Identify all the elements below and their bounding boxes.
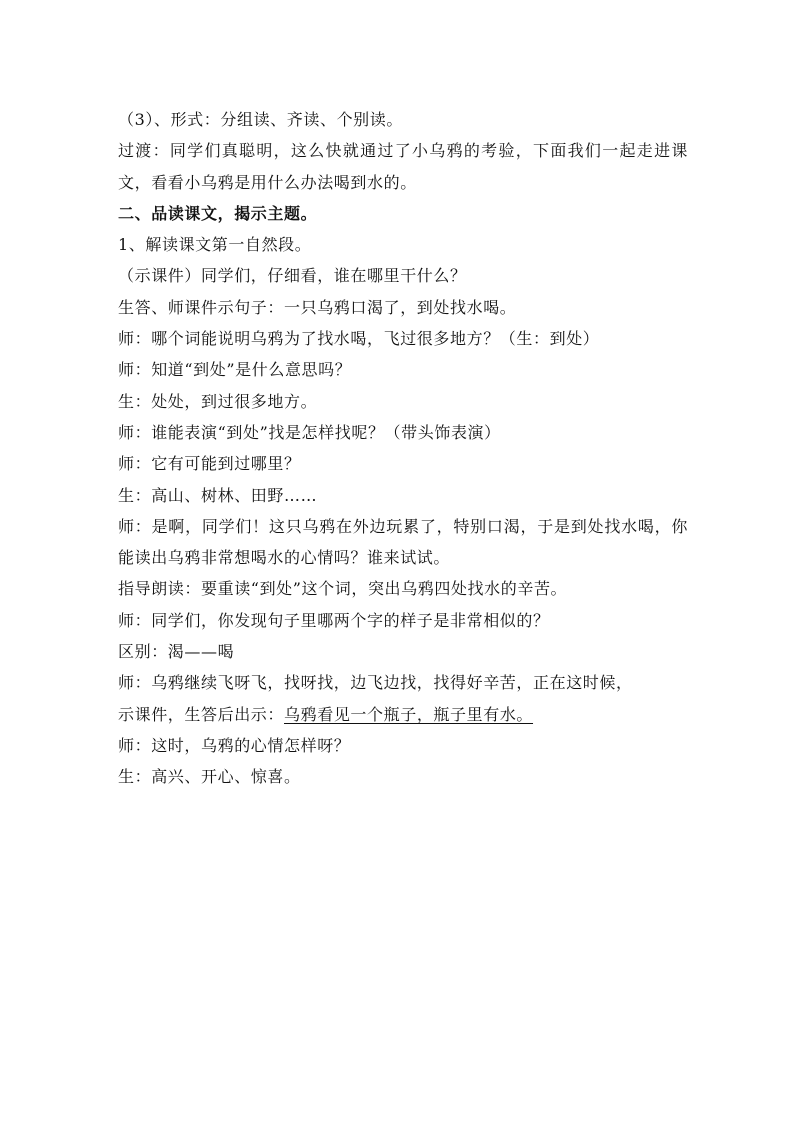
paragraph: 生答、师课件示句子：一只乌鸦口渴了，到处找水喝。 bbox=[118, 297, 517, 317]
paragraph-lead: 示课件，生答后出示： bbox=[118, 704, 285, 724]
paragraph-transition: 过渡：同学们真聪明，这么快就通过了小乌鸦的考验，下面我们一起走进课文，看看小乌鸦是用什么办法喝到水的。 bbox=[118, 141, 688, 192]
paragraph: 师：这时，乌鸦的心情怎样呀？ bbox=[118, 735, 351, 755]
paragraph-with-underline bbox=[118, 699, 688, 730]
paragraph: 指导朗读：要重读“到处”这个词，突出乌鸦四处找水的辛苦。 bbox=[118, 579, 568, 599]
paragraph: 师：谁能表演“到处”找是怎样找呢？（带头饰表演） bbox=[118, 422, 501, 442]
paragraph: 生：高山、树林、田野…… bbox=[118, 485, 318, 505]
paragraph: 师：乌鸦继续飞呀飞，找呀找，边飞边找，找得好辛苦，正在这时候， bbox=[118, 673, 633, 693]
underlined-sentence: 乌鸦看见一个瓶子，瓶子里有水。 bbox=[284, 704, 534, 724]
paragraph: 师：知道“到处”是什么意思吗？ bbox=[118, 360, 352, 380]
paragraph: 生：处处，到过很多地方。 bbox=[118, 391, 318, 411]
paragraph: （示课件）同学们，仔细看，谁在哪里干什么？ bbox=[118, 266, 467, 286]
paragraph: 师：它有可能到过哪里？ bbox=[118, 454, 301, 474]
section-heading: 二、品读课文，揭示主题。 bbox=[118, 203, 318, 223]
paragraph-form: （3）、形式：分组读、齐读、个别读。 bbox=[118, 110, 403, 129]
paragraph: 师：是啊，同学们！这只乌鸦在外边玩累了，特别口渴，于是到处找水喝，你能读出乌鸦非常想喝水的心情吗？谁来试试。 bbox=[118, 516, 688, 568]
paragraph: 区别：渴——喝 bbox=[118, 642, 235, 662]
document-body bbox=[118, 104, 688, 793]
paragraph: 生：高兴、开心、惊喜。 bbox=[118, 767, 301, 787]
paragraph: 师：同学们，你发现句子里哪两个字的样子是非常相似的？ bbox=[118, 610, 550, 630]
subsection-heading: 1、解读课文第一自然段。 bbox=[118, 235, 312, 255]
paragraph: 师：哪个词能说明乌鸦为了找水喝，飞过很多地方？（生：到处） bbox=[118, 329, 600, 349]
